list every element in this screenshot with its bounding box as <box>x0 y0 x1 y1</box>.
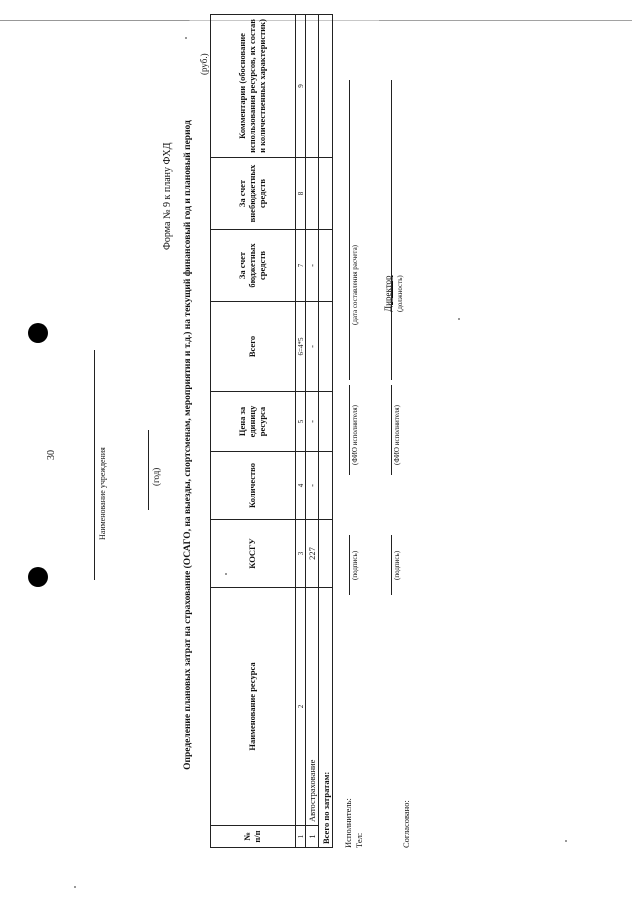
year-line <box>148 430 149 510</box>
empty-cell <box>319 302 333 392</box>
rotated-document <box>40 15 540 860</box>
header-cell: Наименование ресурса <box>211 588 296 826</box>
header-cell: За счет бюджетных средств <box>211 230 296 302</box>
scan-speck <box>74 886 76 888</box>
empty-cell <box>319 230 333 302</box>
total-row <box>319 15 333 848</box>
header-cell: Всего <box>211 302 296 392</box>
column-number: 8 <box>296 158 306 230</box>
resource-name: Автострахование <box>306 588 319 826</box>
fio-line <box>349 385 350 475</box>
page-number: 30 <box>46 450 57 460</box>
empty-cell <box>319 158 333 230</box>
column-number: 7 <box>296 230 306 302</box>
form-title: Форма № 9 к плану ФХД <box>162 142 173 250</box>
scan-speck <box>565 840 567 842</box>
date-caption: (дата составления расчета) <box>351 244 359 325</box>
header-row <box>211 15 296 848</box>
table-row <box>306 15 319 848</box>
phone-label: Тел: <box>354 832 364 848</box>
header-cell: Цена за единицу ресурса <box>211 392 296 452</box>
document-title: Определение плановых затрат на страхование (ОСАГО, на выезды, спортсменам, мероприятия и т.д.) на текущий финансовый год и плановый период <box>183 120 193 770</box>
cost-table <box>210 14 333 848</box>
column-number: 5 <box>296 392 306 452</box>
fio-caption: (ФИО исполнителя) <box>351 405 359 465</box>
position-line <box>391 80 392 380</box>
date-line <box>349 80 350 380</box>
signature-line <box>349 535 350 595</box>
column-number: 6=4*5 <box>296 302 306 392</box>
column-number: 1 <box>296 826 306 848</box>
column-number: 2 <box>296 588 306 826</box>
total-label: Всего по затратам: <box>319 588 333 848</box>
signature-caption: (подпись) <box>393 550 401 580</box>
column-number: 9 <box>296 15 306 158</box>
extra-budget-cell <box>306 158 319 230</box>
price-cell: - <box>306 392 319 452</box>
position-value: Директор <box>383 275 393 312</box>
column-number: 3 <box>296 520 306 588</box>
row-number: 1 <box>306 826 319 848</box>
agreed-label: Согласовано: <box>401 800 411 848</box>
header-cell: За счет внебюджетных средств <box>211 158 296 230</box>
institution-line <box>94 350 95 580</box>
column-number-row <box>296 15 306 848</box>
executor-label: Исполнитель: <box>343 798 353 848</box>
year-label: (год) <box>151 467 161 486</box>
header-cell: № п/п <box>211 826 296 848</box>
header-cell: Количество <box>211 452 296 520</box>
budget-cell: - <box>306 230 319 302</box>
empty-cell <box>319 452 333 520</box>
position-caption: (должность) <box>396 275 404 312</box>
comment-cell <box>306 15 319 158</box>
signature-line <box>391 535 392 595</box>
column-number: 4 <box>296 452 306 520</box>
fio-caption: (ФИО исполнителя) <box>393 405 401 465</box>
institution-label: Наименование учреждения <box>98 447 107 540</box>
fio-line <box>391 385 392 475</box>
empty-cell <box>319 15 333 158</box>
kosgu-cell: 227 <box>306 520 319 588</box>
empty-cell <box>319 520 333 588</box>
quantity-cell: - <box>306 452 319 520</box>
signature-caption: (подпись) <box>351 550 359 580</box>
currency-unit: (руб.) <box>199 53 209 75</box>
empty-cell <box>319 392 333 452</box>
header-cell: КОСГУ <box>211 520 296 588</box>
total-cell: - <box>306 302 319 392</box>
header-cell: Комментарии (обоснование использования ресурсов, их состав и количественных характеристик) <box>211 15 296 158</box>
